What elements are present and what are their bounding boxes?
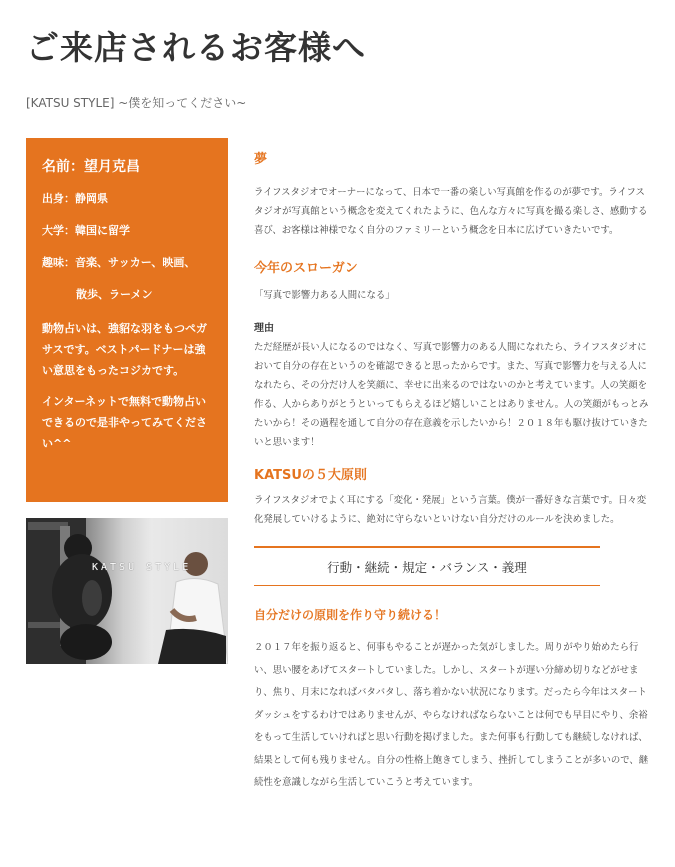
slogan-heading: 今年のスローガン	[254, 261, 358, 276]
rules-section	[254, 606, 654, 795]
profile-photo	[26, 518, 228, 664]
profile-fortune: 動物占いは、強貂な羽をもつペガサスです。ベストパードナーは強い意思をもったコジカです。	[42, 322, 207, 377]
profile-name: 名前：望月克昌	[42, 159, 140, 175]
principles-text: ライフスタジオでよく耳にする「変化・発展」という言葉。僕が一番好きな言葉です。日々変化発展していけるように、絶対に守らないといけない自分だけのルールを決めました。	[254, 495, 647, 525]
principles-box: 行動・継続・規定・バランス・義理	[254, 546, 600, 586]
rules-heading: 自分だけの原則を作り守り続ける！	[254, 608, 447, 622]
profile-birthplace: 出身：静岡県	[42, 192, 108, 205]
profile-fortune-note: インターネットで無料で動物占いできるので是非やってみてください^^	[42, 395, 207, 450]
profile-hobby-continued: 散歩、ラーメン	[76, 288, 153, 301]
dream-heading: 夢	[254, 152, 268, 167]
profile-box	[26, 138, 228, 502]
slogan-text: 「写真で影響力ある人間になる」	[254, 290, 395, 301]
dream-text: ライフスタジオでオーナーになって、日本で一番の楽しい写真館を作るのが夢です。ライフスタジオが写真館という概念を変えてくれたように、色んな方々に写真を撮る楽しさ、感動する喜び、お客様は神様でなく自分のファミリーという概念を日本に広げていきたいです。	[254, 187, 648, 236]
profile-study: 大学：韓国に留学	[42, 224, 130, 237]
reason-text: ただ経歴が長い人になるのではなく、写真で影響力のある人間になれたら、ライフスタジオにおいて自分の存在というのを確認できると思ったからです。また、写真で影響力を与える人になれたら、その分だけ人を笑顔に、幸せに出来るのではないのかと考えています。人の笑顔を作る、人からありがとうといってもらえるほど嬉しいことはありません。人の笑顔がもっとみたいから！その過程を通して自分の存在意義を示したいから！２０１８年も駆け抜けていきたいと思います！	[254, 342, 649, 448]
photo-illustration	[26, 518, 228, 664]
main-content	[254, 148, 654, 529]
rules-text: ２０１７年を振り返ると、何事もやることが遅かった気がしました。周りがやり始めたら行い、思い腰をあげてスタートしていました。しかし、スタートが遅い分締め切りなどがせまり、焦り、月末になればバタバタし、落ち着かない状況になります。だったら今年はスタートダッシュをするわけではありませんが、やらなければならないことは何でも早目にやり、余裕をもって生活していければと思い行動を掲げました。また何事も行動しても継続しなければ、結果として何も残りません。自分の性格上飽きてしまう、挫折してしまうことが多いので、継続性を意識しながら生活していこうと考えています。	[254, 642, 649, 788]
principles-heading: KATSUの５大原則	[254, 468, 367, 483]
photo-watermark: KATSU STYLE	[92, 562, 192, 573]
profile-hobby: 趣味：音楽、サッカー、映画、	[42, 256, 196, 269]
page-title: ご来店されるお客様へ	[26, 28, 366, 67]
reason-label: 理由	[254, 323, 274, 334]
page-subtitle: [KATSU STYLE] ~僕を知ってください~	[26, 96, 247, 110]
